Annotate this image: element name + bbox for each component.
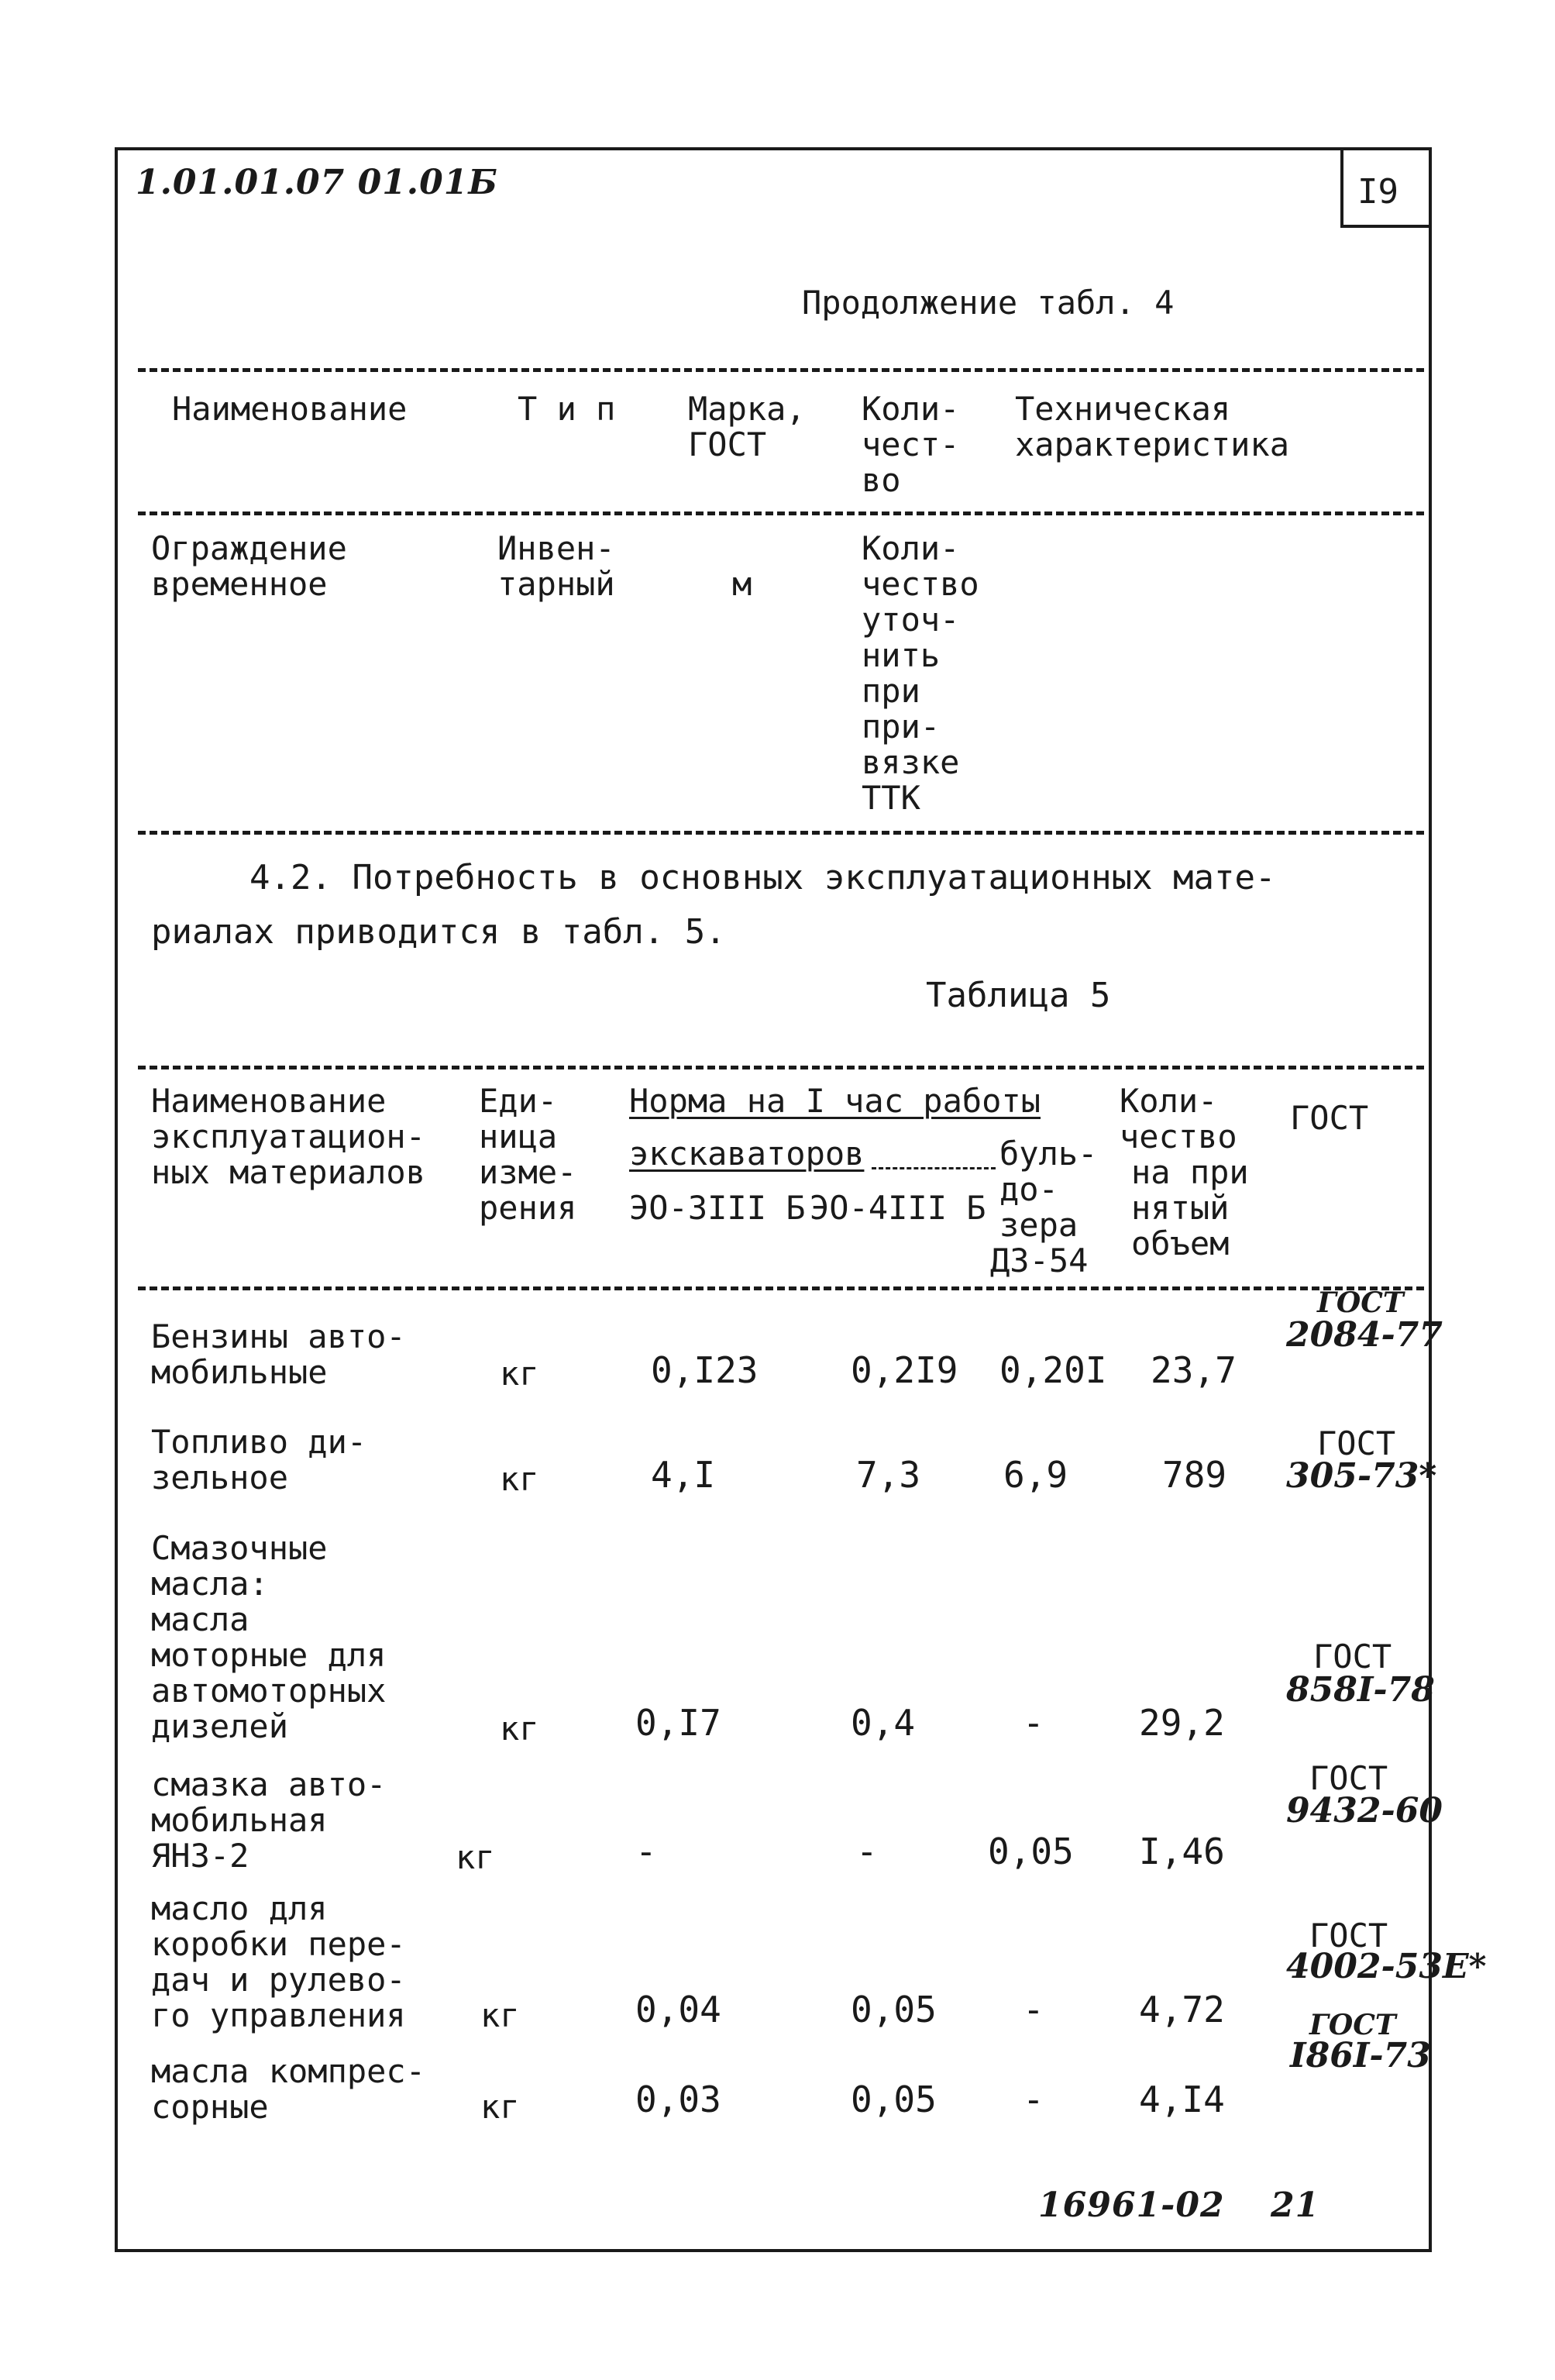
t4-header-qty-1: Коли-: [862, 390, 960, 428]
footer-page: 21: [1271, 2185, 1320, 2225]
t5-row1-gost-1: ГОСТ: [1317, 1286, 1404, 1319]
t4-row-mark: м: [732, 565, 752, 603]
t4-header-tech-1: Техническая: [1015, 390, 1231, 428]
t5-row6-ex2: 0,05: [851, 2079, 937, 2120]
t5-header-unit-2: ница: [479, 1118, 558, 1156]
page-number: I9: [1357, 172, 1398, 212]
t5-header-unit-1: Еди-: [479, 1082, 558, 1120]
t5-row6-name-1: масла компрес-: [151, 2052, 426, 2090]
paragraph-line-2: риалах приводится в табл. 5.: [151, 912, 726, 952]
t5-row3-name-4: моторные для: [151, 1636, 387, 1674]
t5-row1-unit: кг: [500, 1355, 539, 1393]
t5-row1-ex1: 0,I23: [651, 1349, 759, 1391]
t5-row5-ex1: 0,04: [635, 1989, 721, 2030]
t5-header-bull-1: буль-: [999, 1135, 1098, 1173]
t5-row3-bull: -: [1023, 1702, 1044, 1744]
t5-row1-name-1: Бензины авто-: [151, 1317, 406, 1355]
t5-row3-ex1: 0,I7: [635, 1702, 721, 1744]
t5-row3-name-1: Смазочные: [151, 1529, 328, 1567]
t4-header-mark-1: Марка,: [688, 390, 806, 428]
footer-code: 16961-02: [1038, 2185, 1225, 2225]
t5-row5-name-1: масло для: [151, 1889, 328, 1927]
t5-row2-name-1: Топливо ди-: [151, 1423, 367, 1461]
t5-row5-name-4: го управления: [151, 1996, 406, 2034]
t5-row5-name-3: дач и рулево-: [151, 1961, 406, 1999]
t4-row-qty-5: при: [862, 672, 920, 710]
t5-row3-name-2: масла:: [151, 1565, 269, 1603]
t5-header-qty-3: на при: [1131, 1153, 1249, 1191]
t5-row4-qty: I,46: [1139, 1831, 1225, 1872]
t4-row-type-2: тарный: [497, 565, 615, 603]
t5-row3-gost-2: 858I-78: [1286, 1670, 1435, 1710]
t5-header-bull-2: до-: [999, 1170, 1058, 1208]
table5-header-rule: [138, 1286, 1424, 1290]
t4-row-qty-7: вязке: [862, 743, 960, 781]
table5-caption: Таблица 5: [926, 976, 1111, 1015]
table4-top-rule: [138, 368, 1424, 372]
t4-row-qty-3: уточ-: [862, 601, 960, 639]
t4-row-qty-6: при-: [862, 708, 941, 746]
t5-row6-unit: кг: [480, 2088, 520, 2126]
t5-header-gost: ГОСТ: [1290, 1099, 1369, 1137]
t5-row1-name-2: мобильные: [151, 1353, 328, 1391]
t5-row2-unit: кг: [500, 1460, 539, 1498]
t5-header-norm-title: Норма на I час работы: [629, 1082, 1041, 1120]
paragraph-line-1: 4.2. Потребность в основных эксплуатационных мате-: [249, 858, 1276, 897]
t5-row1-bull: 0,20I: [999, 1349, 1107, 1391]
t5-header-qty-2: чество: [1120, 1118, 1237, 1156]
t4-header-qty-2: чест-: [862, 425, 960, 463]
t4-row-name-2: временное: [151, 565, 328, 603]
t5-header-unit-3: изме-: [479, 1153, 577, 1191]
t5-header-name-2: эксплуатацион-: [151, 1118, 426, 1156]
t5-row5-ex2: 0,05: [851, 1989, 937, 2030]
t5-row6-gost-2: I86I-73: [1290, 2036, 1431, 2075]
t4-header-type: Т и п: [518, 390, 616, 428]
t4-header-name: Наименование: [172, 390, 408, 428]
t5-row2-gost-2: 305-73*: [1286, 1456, 1437, 1496]
t5-row4-name-2: мобильная: [151, 1801, 328, 1839]
t5-row6-name-2: сорные: [151, 2088, 269, 2126]
t5-row2-bull: 6,9: [1003, 1454, 1068, 1496]
t5-row5-qty: 4,72: [1139, 1989, 1225, 2030]
t5-row3-qty: 29,2: [1139, 1702, 1225, 1744]
t5-row4-ex2: -: [856, 1831, 878, 1872]
t5-row1-qty: 23,7: [1151, 1349, 1237, 1391]
t5-row3-unit: кг: [500, 1710, 539, 1748]
t5-row6-ex1: 0,03: [635, 2079, 721, 2120]
t5-row5-bull: -: [1023, 1989, 1044, 2030]
t4-row-type-1: Инвен-: [497, 529, 615, 567]
t5-header-qty-5: объем: [1131, 1224, 1230, 1262]
t4-row-qty-8: ТТК: [862, 779, 920, 817]
table4-caption: Продолжение табл. 4: [802, 284, 1175, 322]
t5-row2-ex2: 7,3: [856, 1454, 921, 1496]
t5-row2-ex1: 4,I: [651, 1454, 716, 1496]
t5-row3-name-5: автомоторных: [151, 1672, 387, 1710]
t5-header-bull-4: ДЗ-54: [990, 1242, 1089, 1280]
t5-row4-bull: 0,05: [988, 1831, 1074, 1872]
t5-header-qty-1: Коли-: [1120, 1082, 1218, 1120]
t5-row3-name-3: масла: [151, 1600, 249, 1638]
t4-header-qty-3: во: [862, 461, 901, 499]
table4-header-rule: [138, 511, 1424, 515]
t5-row4-name-3: ЯНЗ-2: [151, 1837, 249, 1875]
t5-row3-ex2: 0,4: [851, 1702, 916, 1744]
t4-header-tech-2: характеристика: [1015, 425, 1290, 463]
t5-row1-ex2: 0,2I9: [851, 1349, 958, 1391]
t5-header-bull-3: зера: [999, 1206, 1079, 1244]
t5-row3-gost-1: ГОСТ: [1313, 1638, 1392, 1676]
t5-row1-gost-2: 2084-77: [1286, 1315, 1443, 1355]
t5-row4-gost-1: ГОСТ: [1309, 1759, 1388, 1797]
t5-header-name-1: Наименование: [151, 1082, 387, 1120]
t4-row-name-1: Ограждение: [151, 529, 347, 567]
t5-header-qty-4: нятый: [1131, 1189, 1230, 1227]
t4-row-qty-2: чество: [862, 565, 979, 603]
t4-row-qty-1: Коли-: [862, 529, 960, 567]
t5-excavators-dash: [872, 1167, 996, 1169]
t5-row5-gost-2: 4002-53Е*: [1286, 1947, 1487, 1986]
t5-row2-gost-1: ГОСТ: [1317, 1424, 1396, 1462]
t5-row6-bull: -: [1023, 2079, 1044, 2120]
t5-row6-qty: 4,I4: [1139, 2079, 1225, 2120]
t5-row5-unit: кг: [480, 1996, 520, 2034]
t5-header-ex1: ЭО-3III Б: [629, 1189, 806, 1227]
t4-row-qty-4: нить: [862, 636, 941, 674]
t5-row2-name-2: зельное: [151, 1459, 289, 1497]
doc-code: 1.01.01.07 01.01Б: [136, 163, 498, 202]
t5-row3-name-6: дизелей: [151, 1707, 289, 1745]
t5-header-unit-4: рения: [479, 1189, 577, 1227]
t5-header-excavators: экскаваторов: [629, 1135, 865, 1173]
table4-bottom-rule: [138, 831, 1424, 835]
t5-row4-ex1: -: [635, 1831, 657, 1872]
t5-row5-gost-1: ГОСТ: [1309, 1917, 1388, 1955]
t5-row4-name-1: смазка авто-: [151, 1765, 387, 1803]
t5-header-ex2: ЭО-4III Б: [810, 1189, 986, 1227]
t5-row4-unit: кг: [456, 1838, 495, 1876]
t4-header-mark-2: ГОСТ: [688, 425, 767, 463]
t5-row5-name-2: коробки пере-: [151, 1925, 406, 1963]
t5-header-name-3: ных материалов: [151, 1153, 426, 1191]
t5-row2-qty: 789: [1162, 1454, 1227, 1496]
t5-row4-gost-2: 9432-60: [1286, 1791, 1443, 1831]
t5-row6-gost-1: ГОСТ: [1309, 2009, 1396, 2041]
table5-top-rule: [138, 1066, 1424, 1069]
